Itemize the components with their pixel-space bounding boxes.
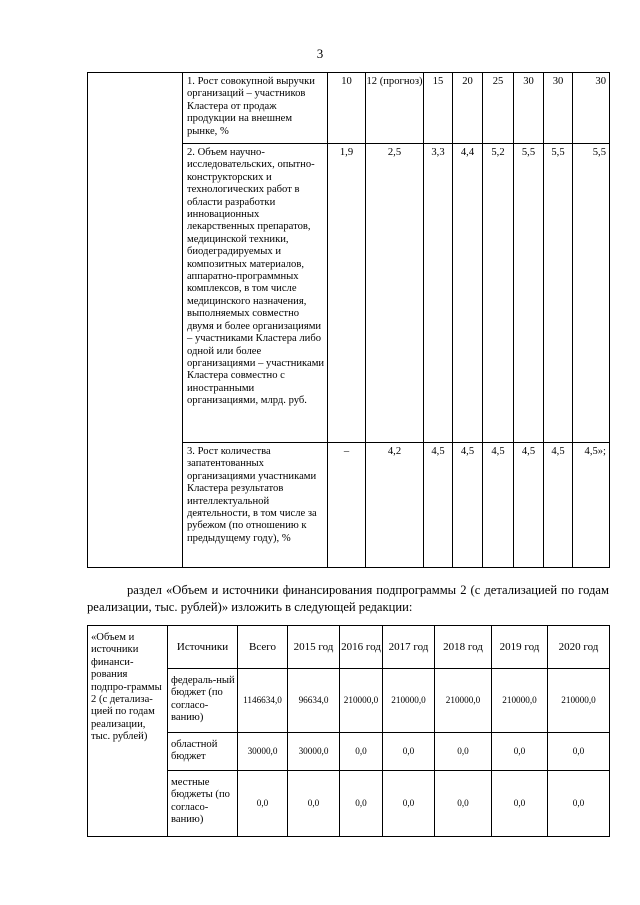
value-cell: 20: [453, 73, 483, 144]
indicators-table: [87, 72, 610, 568]
value-cell: 4,2: [366, 443, 424, 568]
value-cell: 4,5: [453, 443, 483, 568]
body-paragraph: раздел «Объем и источники финансирования подпрограммы 2 (с детализацией по годам реализации, тыс. рублей)» изложить в следующей редакции:: [87, 583, 609, 614]
value-cell: 3,3: [424, 144, 453, 443]
value-cell: 210000,0: [383, 669, 435, 733]
header-cell: 2020 год: [548, 626, 610, 669]
header-cell: 2016 год: [340, 626, 383, 669]
value-cell: 30000,0: [238, 733, 288, 771]
header-cell: 2015 год: [288, 626, 340, 669]
value-cell: 0,0: [492, 733, 548, 771]
source-cell: областной бюджет: [168, 733, 238, 771]
value-cell: 2,5: [366, 144, 424, 443]
value-cell: 210000,0: [492, 669, 548, 733]
header-cell: 2019 год: [492, 626, 548, 669]
header-cell: 2018 год: [435, 626, 492, 669]
header-cell: 2017 год: [383, 626, 435, 669]
value-cell: 210000,0: [435, 669, 492, 733]
indicator-cell: 2. Объем научно-исследовательских, опытно-конструкторских и технологических работ в области разработки инновационных лекарственных препаратов, медицинской техники, биодеградируемых и композитных материалов, аппаратно-программных комплексов, в том числе медицинского назначения, выполняемых совместно двумя и более организациями – участниками Кластера либо одной или более организациями – участниками Кластера совместно с иностранными организациями, млрд. руб.: [183, 144, 328, 443]
value-cell: 25: [483, 73, 514, 144]
value-cell: 0,0: [383, 771, 435, 837]
value-cell: 5,5: [514, 144, 544, 443]
value-cell: 4,4: [453, 144, 483, 443]
value-cell: 5,5: [573, 144, 610, 443]
indicator-cell: 3. Рост количества запатентованных организациями участниками Кластера результатов интеллектуальной деятельности, в том числе за рубежом (по отношению к предыдущему году), %: [183, 443, 328, 568]
value-cell: 0,0: [435, 771, 492, 837]
header-row: [88, 626, 610, 669]
value-cell: 210000,0: [340, 669, 383, 733]
value-cell: 4,5: [483, 443, 514, 568]
value-cell: 30: [573, 73, 610, 144]
value-cell: –: [328, 443, 366, 568]
value-cell: 4,5: [514, 443, 544, 568]
value-cell: 5,2: [483, 144, 514, 443]
table-row: [88, 73, 610, 144]
value-cell: 15: [424, 73, 453, 144]
blank-cell: [88, 73, 183, 568]
value-cell: 0,0: [340, 771, 383, 837]
value-cell: 1146634,0: [238, 669, 288, 733]
value-cell: 0,0: [288, 771, 340, 837]
value-cell: 4,5»;: [573, 443, 610, 568]
value-cell: 0,0: [548, 733, 610, 771]
funding-table: [87, 625, 610, 837]
header-cell: Всего: [238, 626, 288, 669]
value-cell: 4,5: [424, 443, 453, 568]
value-cell: 5,5: [544, 144, 573, 443]
value-cell: 0,0: [340, 733, 383, 771]
indicator-cell: 1. Рост совокупной выручки организаций – участников Кластера от продаж продукции на внешнем рынке, %: [183, 73, 328, 144]
value-cell: 0,0: [435, 733, 492, 771]
section-label-cell: «Объем и источники финанси-рования подпро-граммы 2 (с детализа-цией по годам реализации, тыс. рублей): [88, 626, 168, 837]
value-cell: 0,0: [238, 771, 288, 837]
value-cell: 4,5: [544, 443, 573, 568]
page-number: 3: [316, 46, 324, 61]
value-cell: 30: [544, 73, 573, 144]
value-cell: 30: [514, 73, 544, 144]
value-cell: 96634,0: [288, 669, 340, 733]
source-cell: федераль-ный бюджет (по согласо-ванию): [168, 669, 238, 733]
value-cell: 10: [328, 73, 366, 144]
value-cell: 12 (прогноз): [366, 73, 424, 144]
value-cell: 30000,0: [288, 733, 340, 771]
value-cell: 1,9: [328, 144, 366, 443]
source-cell: местные бюджеты (по согласо-ванию): [168, 771, 238, 837]
value-cell: 0,0: [548, 771, 610, 837]
value-cell: 0,0: [492, 771, 548, 837]
value-cell: 210000,0: [548, 669, 610, 733]
value-cell: 0,0: [383, 733, 435, 771]
header-cell: Источники: [168, 626, 238, 669]
